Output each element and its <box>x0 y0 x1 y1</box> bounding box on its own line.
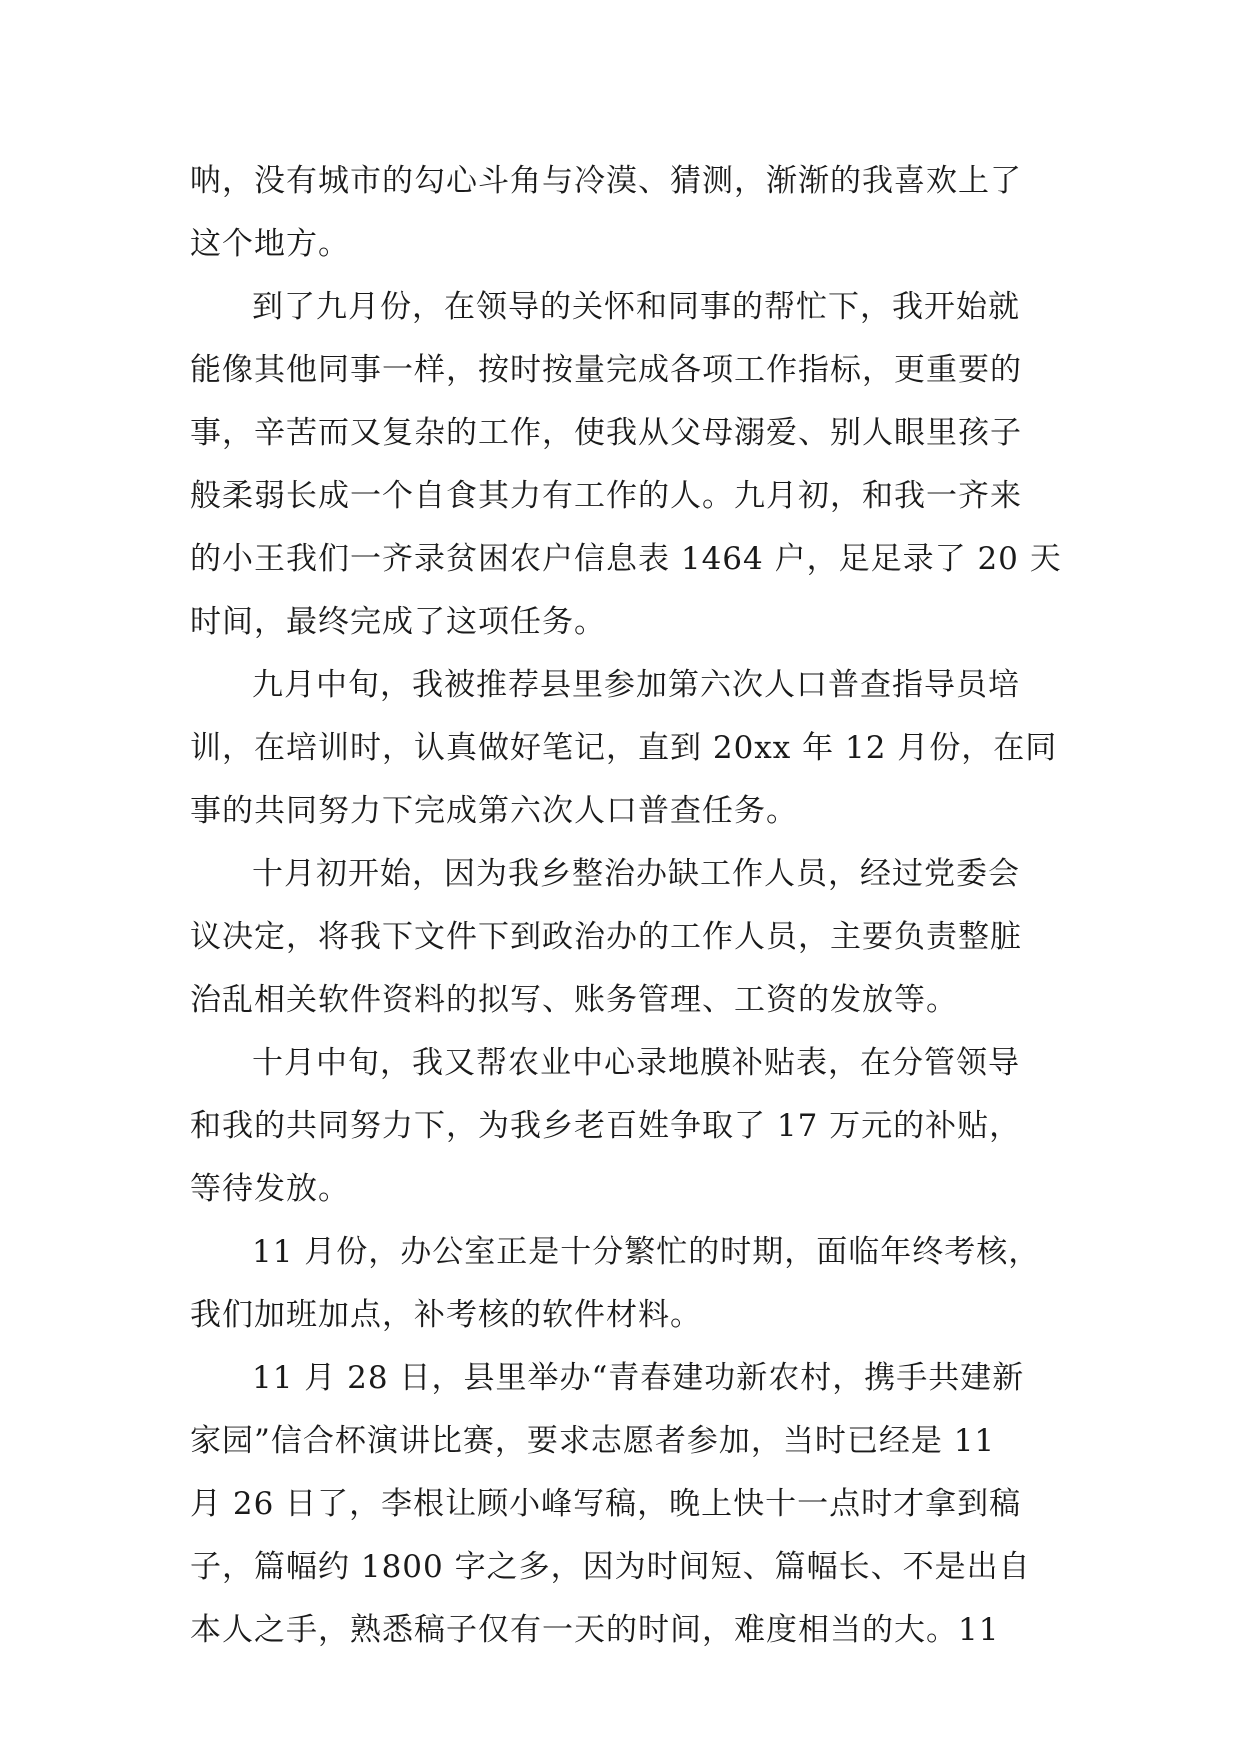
text-line: 议决定，将我下文件下到政治办的工作人员，主要负责整脏 <box>190 919 1022 955</box>
text-line: 我们加班加点，补考核的软件材料。 <box>190 1297 702 1333</box>
text-line: 时间，最终完成了这项任务。 <box>190 604 606 640</box>
text-line: 的小王我们一齐录贫困农户信息表 1464 户，足足录了 20 天 <box>190 541 1062 577</box>
text-line: 到了九月份，在领导的关怀和同事的帮忙下，我开始就 <box>252 289 1020 325</box>
text-line: 般柔弱长成一个自食其力有工作的人。九月初，和我一齐来 <box>190 478 1022 514</box>
text-line: 11 月份，办公室正是十分繁忙的时期，面临年终考核， <box>252 1234 1041 1270</box>
text-line: 家园”信合杯演讲比赛，要求志愿者参加，当时已经是 11 <box>190 1423 996 1459</box>
document-body <box>190 150 1060 1662</box>
text-line: 和我的共同努力下，为我乡老百姓争取了 17 万元的补贴， <box>190 1108 1022 1144</box>
text-line: 事的共同努力下完成第六次人口普查任务。 <box>190 793 798 829</box>
text-line: 月 26 日了，李根让顾小峰写稿，晚上快十一点时才拿到稿 <box>190 1486 1022 1522</box>
text-line: 呐，没有城市的勾心斗角与冷漠、猜测，渐渐的我喜欢上了 <box>190 163 1022 199</box>
text-line: 九月中旬，我被推荐县里参加第六次人口普查指导员培 <box>252 667 1020 703</box>
text-line: 本人之手，熟悉稿子仅有一天的时间，难度相当的大。11 <box>190 1612 1000 1648</box>
text-line: 子，篇幅约 1800 字之多，因为时间短、篇幅长、不是出自 <box>190 1549 1031 1585</box>
text-line: 能像其他同事一样，按时按量完成各项工作指标，更重要的 <box>190 352 1022 388</box>
text-line: 十月中旬，我又帮农业中心录地膜补贴表，在分管领导 <box>252 1045 1020 1081</box>
text-line: 等待发放。 <box>190 1171 350 1207</box>
text-line: 治乱相关软件资料的拟写、账务管理、工资的发放等。 <box>190 982 958 1018</box>
text-line: 训，在培训时，认真做好笔记，直到 20xx 年 12 月份，在同 <box>190 730 1058 766</box>
text-line: 十月初开始，因为我乡整治办缺工作人员，经过党委会 <box>252 856 1020 892</box>
text-line: 这个地方。 <box>190 226 350 262</box>
text-line: 11 月 28 日，县里举办“青春建功新农村，携手共建新 <box>252 1360 1025 1396</box>
text-line: 事，辛苦而又复杂的工作，使我从父母溺爱、别人眼里孩子 <box>190 415 1022 451</box>
